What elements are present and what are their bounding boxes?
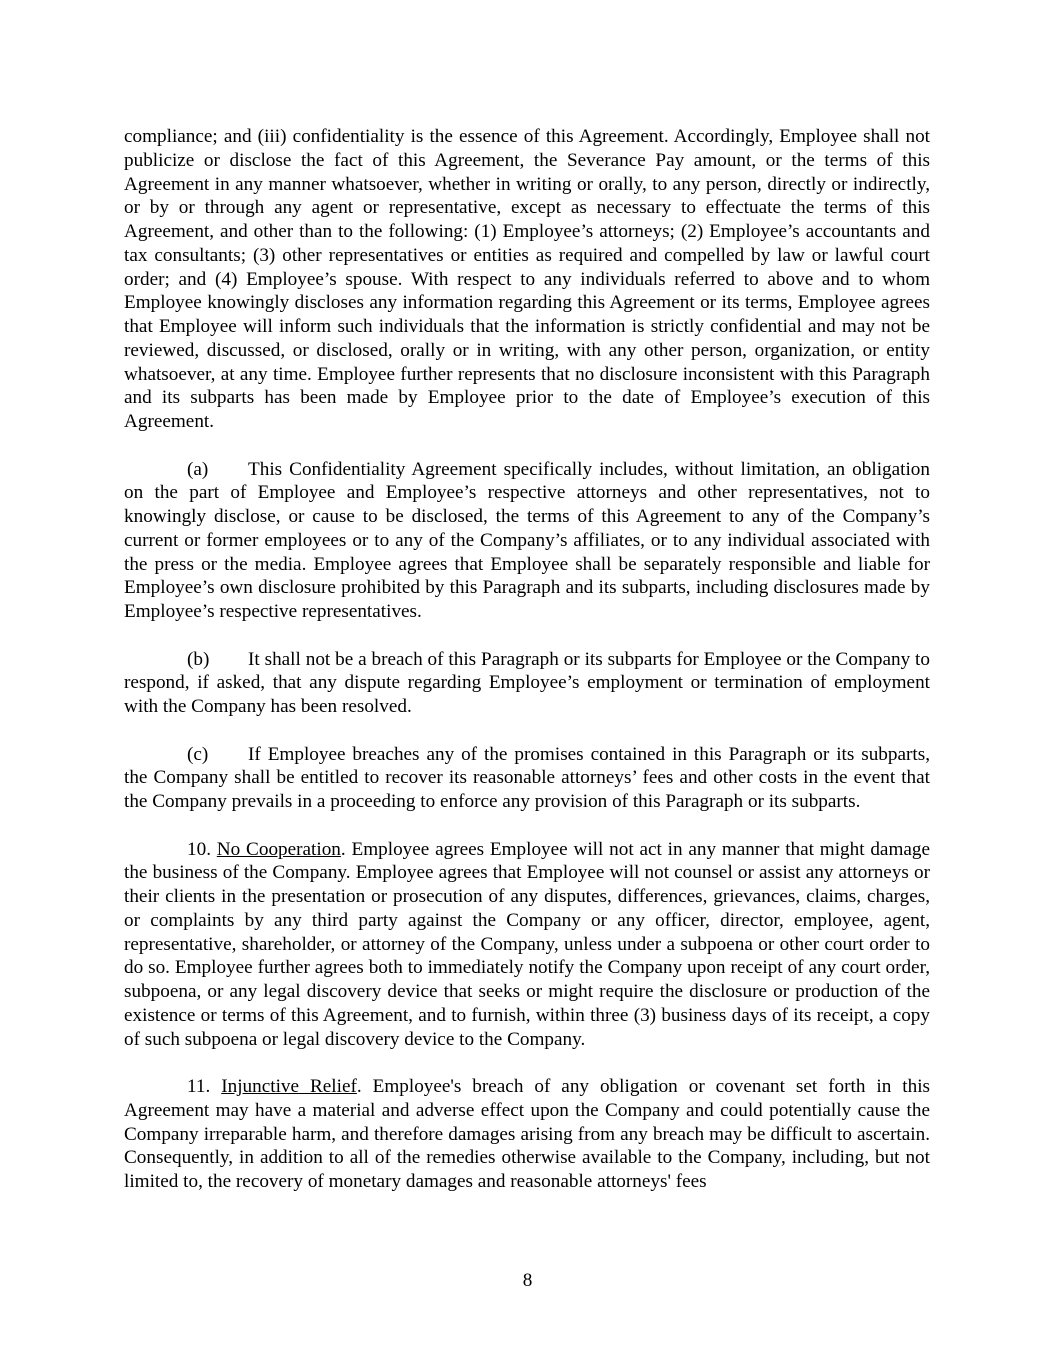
subparagraph-b — [124, 648, 930, 719]
subparagraph-marker: (c) — [187, 743, 209, 765]
subparagraph-text: It shall not be a breach of this Paragraph or its subparts for Employee or the Company to respond, if asked, that any dispute regarding Employee’s employment or termination of employment with the Company has been resolved. — [124, 648, 930, 717]
section-11-injunctive-relief — [124, 1075, 930, 1194]
section-number: 11. — [187, 1076, 211, 1097]
section-heading: No Cooperation — [216, 838, 341, 860]
section-10-no-cooperation — [124, 838, 930, 1052]
subparagraph-c — [124, 743, 930, 814]
section-text: . Employee's breach of any obligation or covenant set forth in this Agreement may have a material and adverse effect upon the Company and could potentially cause the Company irreparable harm, and therefore damages arising from any breach may be difficult to ascertain. Consequently, in addition to all of the remedies otherwise available to the Company, including, but not limited to, the recovery of monetary damages and reasonable attorneys' fees — [124, 1076, 930, 1192]
document-page — [124, 125, 930, 1194]
subparagraph-text: This Confidentiality Agreement specifically includes, without limitation, an obligation on the part of Employee and Employee’s respective attorneys and other representatives, not to knowingly disclose, or cause to be disclosed, the terms of this Agreement to any of the Company’s current or former employees or to any of the Company’s affiliates, or to any individual associated with the press or the media. Employee agrees that Employee shall be separately responsible and liable for Employee’s own disclosure prohibited by this Paragraph and its subparts, including disclosures made by Employee’s respective representatives. — [124, 458, 930, 622]
subparagraph-marker: (a) — [187, 458, 209, 480]
section-number: 10. — [187, 838, 211, 860]
section-heading: Injunctive Relief — [221, 1076, 357, 1097]
section-text: . Employee agrees Employee will not act in any manner that might damage the business of the Company. Employee agrees that Employee will not counsel or assist any attorneys or their clients in the presentation or prosecution of any disputes, differences, grievances, claims, charges, or complaints by any third party against the Company or any officer, director, employee, agent, representative, shareholder, or attorney of the Company, unless under a subpoena or other court order to do so. Employee further agrees both to immediately notify the Company upon receipt of any court order, subpoena, or any legal discovery device that seeks or might require the disclosure or production of the existence or terms of this Agreement, and to furnish, within three (3) business days of its receipt, a copy of such subpoena or legal discovery device to the Company. — [124, 838, 930, 1050]
subparagraph-marker: (b) — [187, 648, 210, 670]
subparagraph-text: If Employee breaches any of the promises contained in this Paragraph or its subparts, the Company shall be entitled to recover its reasonable attorneys’ fees and other costs in the event that the Company prevails in a proceeding to enforce any provision of this Paragraph or its subparts. — [124, 743, 930, 812]
paragraph-confidentiality-continued: compliance; and (iii) confidentiality is the essence of this Agreement. Accordingly, Employee shall not publicize or disclose the fact of this Agreement, the Severance Pay amount, or the terms of this Agreement in any manner whatsoever, whether in writing or orally, to any person, directly or indirectly, or by or through any agent or representative, except as necessary to effectuate the terms of this Agreement, and other than to the following: (1) Employee’s attorneys; (2) Employee’s accountants and tax consultants; (3) other representatives or entities as required and compelled by law or lawful court order; and (4) Employee’s spouse. With respect to any individuals referred to above and to whom Employee knowingly discloses any information regarding this Agreement or its terms, Employee agrees that Employee will inform such individuals that the information is strictly confidential and may not be reviewed, discussed, or disclosed, orally or in writing, with any other person, organization, or entity whatsoever, at any time. Employee further represents that no disclosure inconsistent with this Paragraph and its subparts has been made by Employee prior to the date of Employee’s execution of this Agreement. — [124, 126, 930, 432]
subparagraph-a — [124, 458, 930, 624]
page-number: 8 — [522, 1270, 533, 1291]
